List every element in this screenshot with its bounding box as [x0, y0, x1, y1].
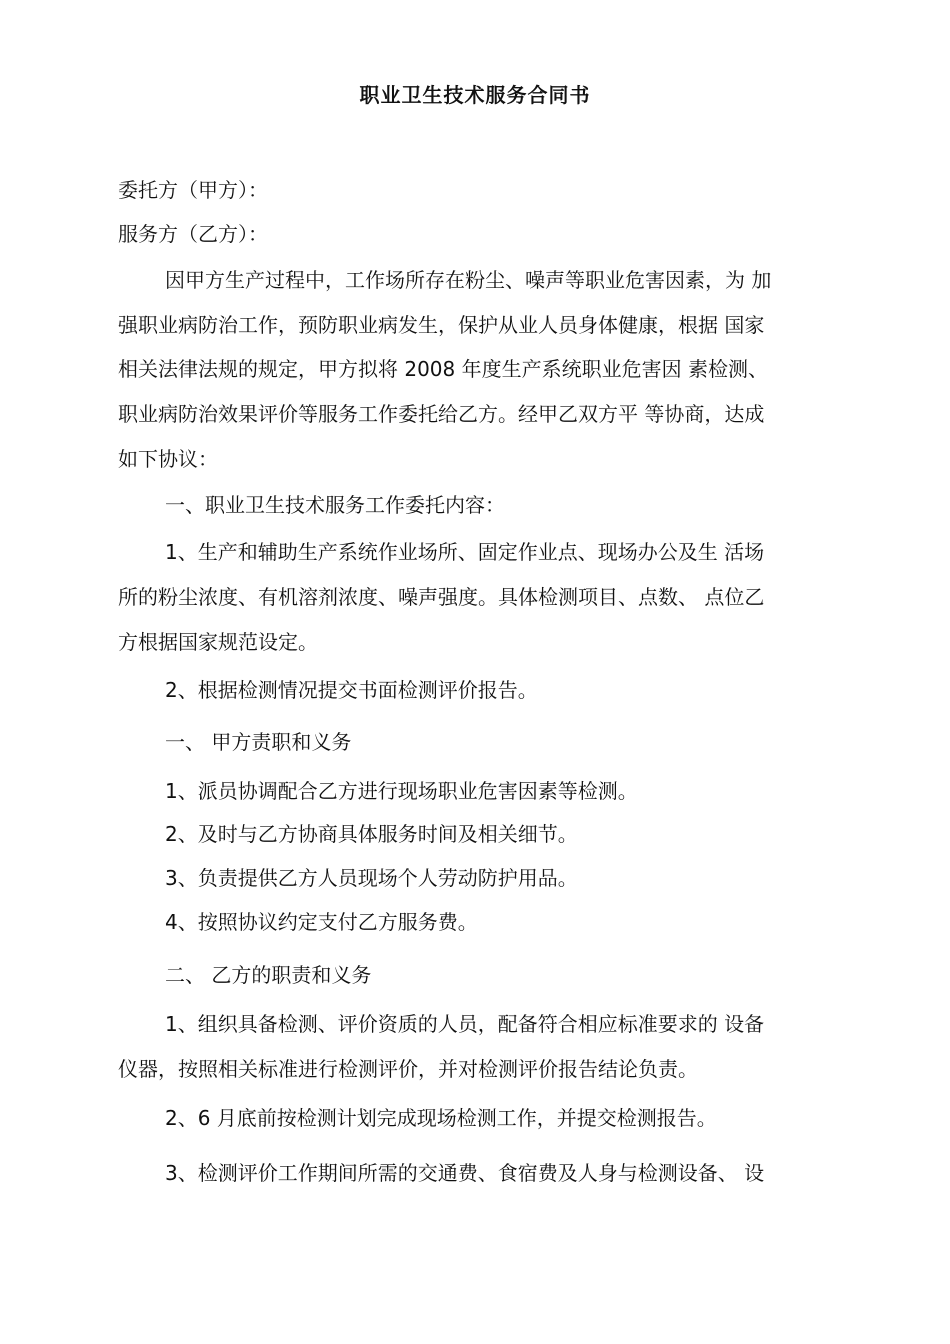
section3-item1-line-2: 仪器，按照相关标准进行检测评价，并对检测评价报告结论负责。 — [118, 1057, 698, 1081]
intro-line-1: 因甲方生产过程中，工作场所存在粉尘、噪声等职业危害因素，为 加 — [165, 268, 772, 292]
section2-item-2: 2、及时与乙方协商具体服务时间及相关细节。 — [165, 822, 578, 846]
party-a-line: 委托方（甲方）： — [118, 178, 268, 202]
section2-heading: 一、 甲方责职和义务 — [165, 730, 352, 754]
section3-heading: 二、 乙方的职责和义务 — [165, 963, 372, 987]
section3-item2: 2、6 月底前按检测计划完成现场检测工作，并提交检测报告。 — [165, 1106, 717, 1130]
section1-item1-line-1: 1、生产和辅助生产系统作业场所、固定作业点、现场办公及生 活场 — [165, 540, 765, 564]
intro-line-5: 如下协议： — [118, 447, 218, 471]
section1-item1-line-2: 所的粉尘浓度、有机溶剂浓度、噪声强度。具体检测项目、点数、 点位乙 — [118, 585, 765, 609]
intro-line-3: 相关法律法规的规定，甲方拟将 2008 年度生产系统职业危害因 素检测、 — [118, 357, 768, 381]
section2-item-1: 1、派员协调配合乙方进行现场职业危害因素等检测。 — [165, 779, 638, 803]
section1-item1-line-3: 方根据国家规范设定。 — [118, 630, 318, 654]
section2-item-3: 3、负责提供乙方人员现场个人劳动防护用品。 — [165, 866, 578, 890]
intro-line-2: 强职业病防治工作，预防职业病发生，保护从业人员身体健康，根据 国家 — [118, 313, 765, 337]
intro-line-4: 职业病防治效果评价等服务工作委托给乙方。经甲乙双方平 等协商，达成 — [118, 402, 765, 426]
party-b-line: 服务方（乙方）： — [118, 222, 268, 246]
section3-item1-line-1: 1、组织具备检测、评价资质的人员，配备符合相应标准要求的 设备 — [165, 1012, 765, 1036]
section2-item-4: 4、按照协议约定支付乙方服务费。 — [165, 910, 478, 934]
section1-heading: 一、职业卫生技术服务工作委托内容： — [165, 493, 505, 517]
section1-item2: 2、根据检测情况提交书面检测评价报告。 — [165, 678, 538, 702]
section3-item3: 3、检测评价工作期间所需的交通费、食宿费及人身与检测设备、 设 — [165, 1161, 765, 1185]
document-title: 职业卫生技术服务合同书 — [359, 83, 591, 107]
